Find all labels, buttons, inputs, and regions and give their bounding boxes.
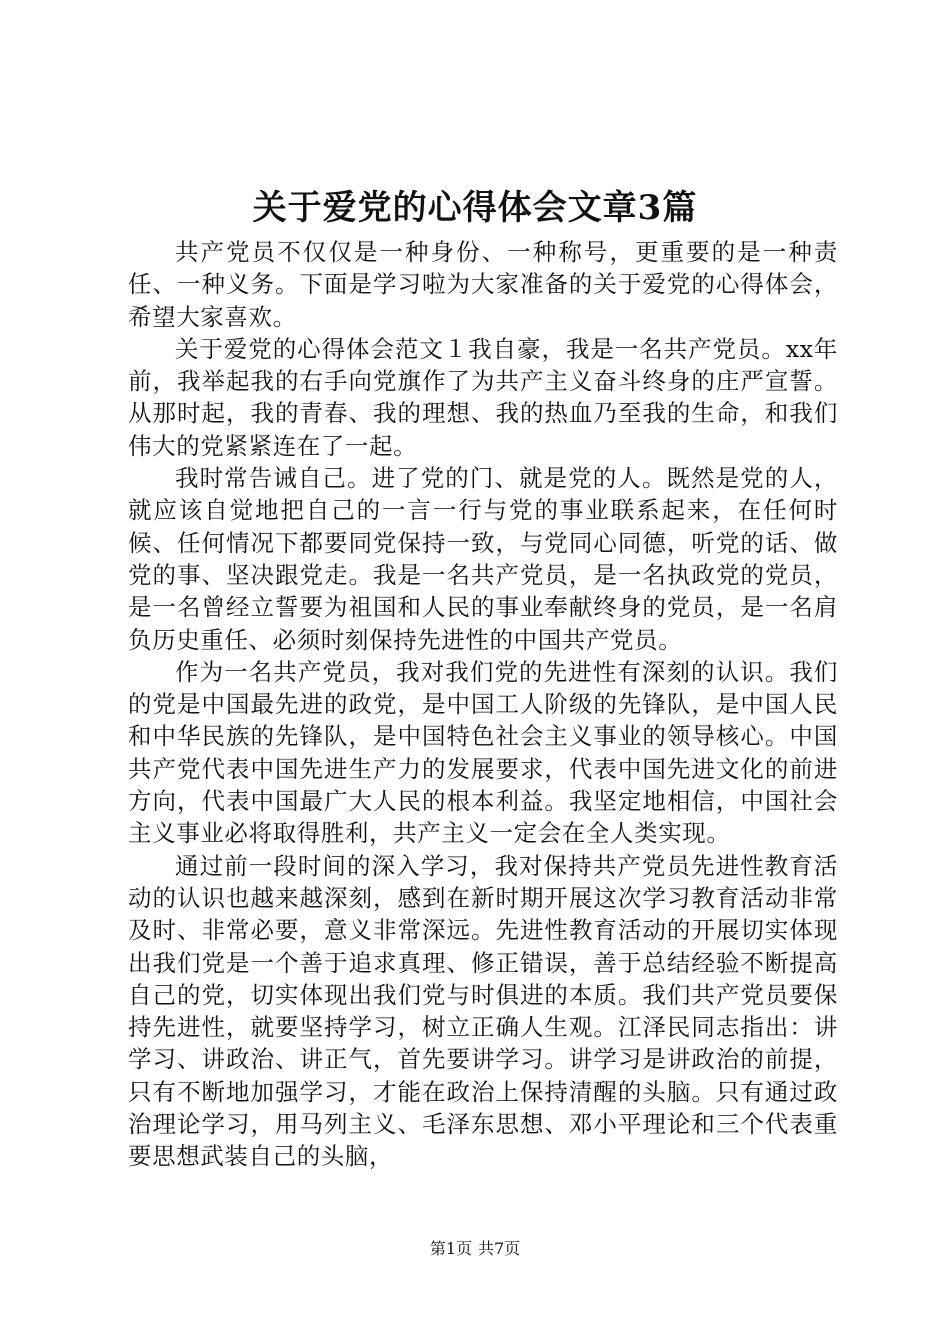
document-body: [128, 236, 838, 1173]
document-title: 关于爱党的心得体会文章3篇: [252, 188, 698, 228]
page-footer: [0, 1238, 950, 1260]
paragraph-intro: 共产党员不仅仅是一种身份、一种称号，更重要的是一种责任、一种义务。下面是学习啦为大家准备的关于爱党的心得体会，希望大家喜欢。: [128, 238, 838, 331]
paragraph-4: 通过前一段时间的深入学习，我对保持共产党员先进性教育活动的认识也越来越深刻，感到在新时期开展这次学习教育活动非常及时、非常必要，意义非常深远。先进性教育活动的开展切实体现出我们党是一个善于追求真理、修正错误，善于总结经验不断提高自己的党，切实体现出我们党与时俱进的本质。我们共产党员要保持先进性，就要坚持学习，树立正确人生观。江泽民同志指出：讲学习、讲政治、讲正气，首先要讲学习。讲学习是讲政治的前提，只有不断地加强学习，才能在政治上保持清醒的头脑。只有通过政治理论学习，用马列主义、毛泽东思想、邓小平理论和三个代表重要思想武装自己的头脑，: [128, 851, 838, 1171]
paragraph-1: 关于爱党的心得体会范文１我自豪，我是一名共产党员。xx年前，我举起我的右手向党旗作了为共产主义奋斗终身的庄严宣誓。从那时起，我的青春、我的理想、我的热血乃至我的生命，和我们伟大的党紧紧连在了一起。: [128, 334, 838, 460]
page-total: 共7页: [478, 1239, 521, 1258]
page-number: 第1页: [429, 1239, 472, 1258]
paragraph-3: 作为一名共产党员，我对我们党的先进性有深刻的认识。我们的党是中国最先进的政党，是中国工人阶级的先锋队，是中国人民和中华民族的先锋队，是中国特色社会主义事业的领导核心。中国共产党代表中国先进生产力的发展要求，代表中国先进文化的前进方向，代表中国最广大人民的根本利益。我坚定地相信，中国社会主义事业必将取得胜利，共产主义一定会在全人类实现。: [128, 657, 838, 848]
paragraph-2: 我时常告诫自己。进了党的门、就是党的人。既然是党的人，就应该自觉地把自己的一言一行与党的事业联系起来，在任何时候、任何情况下都要同党保持一致，与党同心同德，听党的话、做党的事、坚决跟党走。我是一名共产党员，是一名执政党的党员，是一名曾经立誓要为祖国和人民的事业奉献终身的党员，是一名肩负历史重任、必须时刻保持先进性的中国共产党员。: [128, 464, 838, 654]
